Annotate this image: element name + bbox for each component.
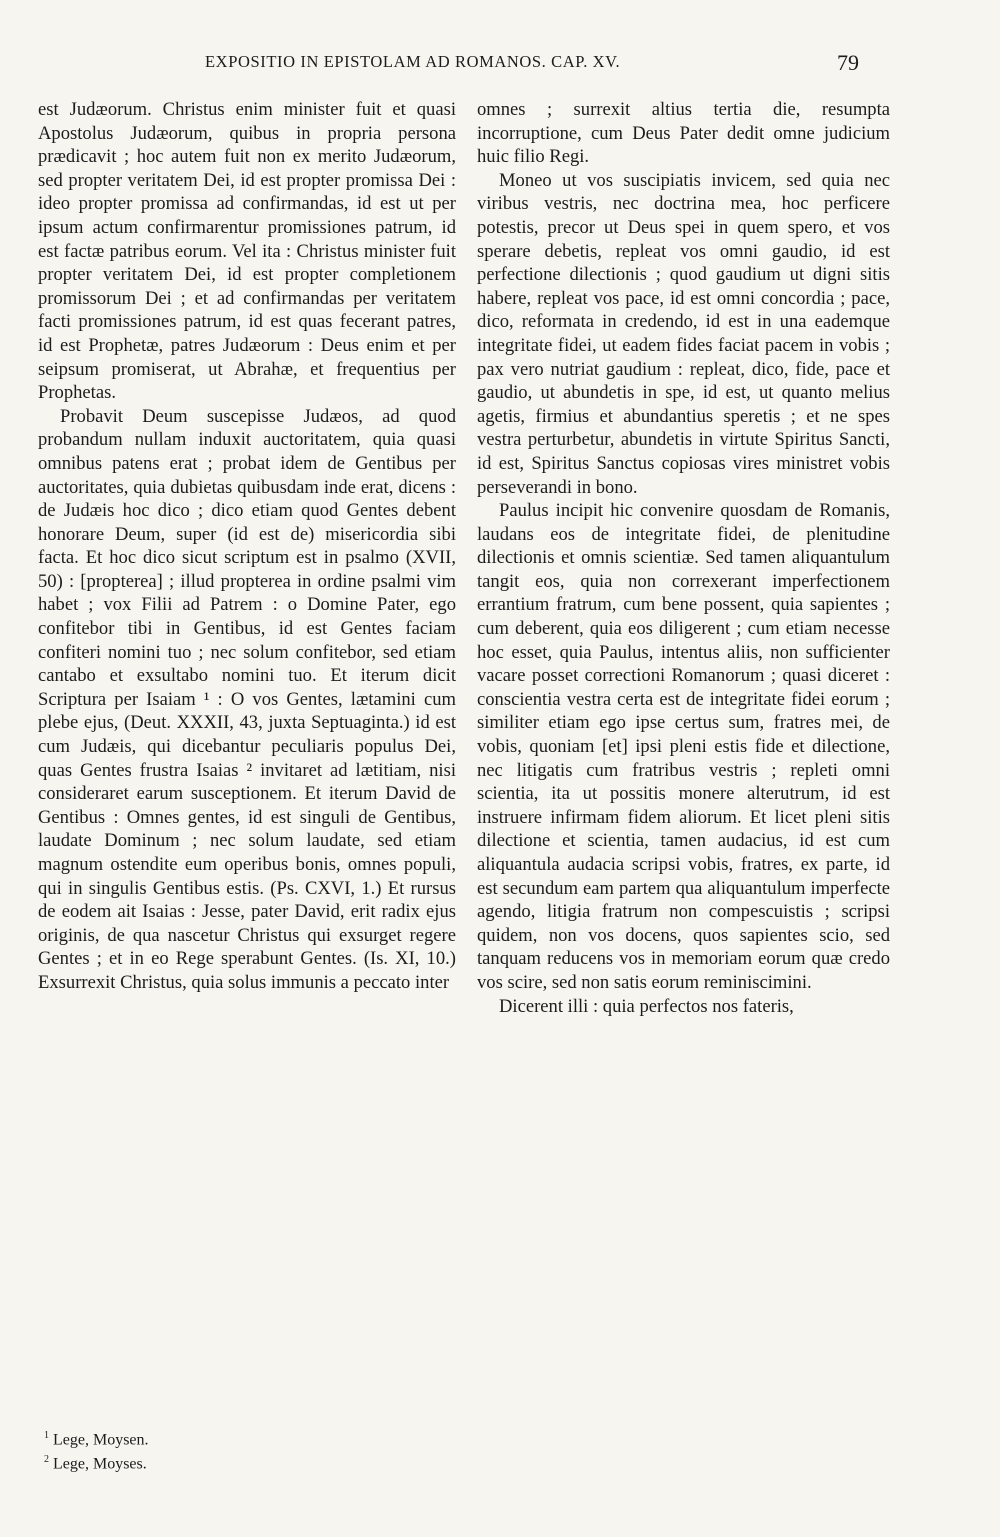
footnote xyxy=(44,1426,424,1450)
footnote-mark: 2 xyxy=(44,1454,49,1466)
page-number: 79 xyxy=(837,50,859,75)
paragraph: Dicerent illi : quia perfectos nos fateris, xyxy=(499,995,794,1017)
footnotes xyxy=(44,1426,424,1475)
paragraph: Paulus incipit hic convenire quosdam de Romanis, laudans eos de integritate fidei, de plenitudine dilectionis et omnis scientiæ. Sed tamen aliquantulum tangit eos, quia non correxerant imperfectionem errantium fratrum, cum bene possent, quia sapientes ; cum deberent, quia eos diligerent ; cum etiam necesse hoc esset, quia Paulus, intentus aliis, non sufficienter vacare posset correctioni Romanorum ; quasi diceret : conscientia vestra certa est de integritate fidei eorum ; similiter etiam ego ipse certus sum, fratres mei, de vobis, quoniam [et] ipsi pleni estis fide et dilectione, nec litigatis cum fratribus vestris ; repleti omni scientia, ita ut possitis monere alterutrum, id est instruere infirmam fidem aliorum. Et licet pleni sitis dilectione et scientia, tamen audacius, id est cum aliquantula audacia scripsi vobis, fratres, ex parte, id est secundum eam partem qua aliquantulum imperfecte agendo, litigia fratrum non compescuistis ; scripsi quidem, non vos docens, quos sapientes scio, sed tanquam reducens vos in memoriam eorum quæ credo vos scire, sed non satis eorum reminiscimini. xyxy=(477,500,890,993)
paragraph: Probavit Deum suscepisse Judæos, ad quod probandum nullam induxit auctoritatem, quia quasi omnibus patens erat ; probat idem de Gentibus per auctoritates, quia dubietas quibusdam inde erat, dicens : de Judæis hoc dico ; dico etiam quod Gentes debent honorare Deum, super (id est de) misericordia sibi facta. Et hoc dico sicut scriptum est in psalmo (XVII, 50) : [propterea] ; illud propterea in ordine psalmi vim habet ; vox Filii ad Patrem : o Domine Pater, ego confitebor tibi in Gentibus, id est Gentes faciam confiteri nomini tuo ; nec solum confitebor, sed etiam cantabo et exsultabo nomini tuo. Et iterum dicit Scriptura per Isaiam ¹ : O vos Gentes, lætamini cum plebe ejus, (Deut. XXXII, 43, juxta Septuaginta.) id est cum Judæis, qui dicebantur peculiaris populus Dei, quas Gentes frustra Isaias ² invitaret ad lætitiam, nisi consideraret earum susceptionem. Et iterum David de Gentibus : Omnes gentes, id est singuli de Gentibus, laudate Dominum ; nec solum laudate, sed etiam magnum ostendite eum operibus bonis, omnes populi, qui in singulis Gentibus estis. (Ps. CXVI, 1.) Et rursus de eodem ait Isaias : Jesse, pater David, erit radix ejus originis, de qua nascetur Christus qui exsurget regere Gentes ; et in eo Rege sperabunt Gentes. (Is. XI, 10.) Exsurrexit Christus, quia solus immunis a peccato inter xyxy=(38,405,456,993)
footnote-text: Lege, Moyses. xyxy=(53,1455,147,1473)
footnote-mark: 1 xyxy=(44,1430,49,1441)
paragraph: Moneo ut vos suscipiatis invicem, sed quia nec viribus vestris, nec doctrina mea, hoc perficere potestis, precor ut Deus spei in quem spero, et vos sperare debetis, repleat vos omni gaudio, id est perfectione dilectionis ; quod gaudium ut digni sitis habere, repleat vos pace, id est omni concordia ; pace, dico, reformata in credendo, id est in una eademque integritate fidei, ut eadem fides faciat pacem in vobis ; pax vero nutriat gaudium : repleat, dico, fide, pace et gaudio, ut abundetis in spe, id est, ut quanto melius agetis, firmius et abundantius speretis ; et ne spes vestra perturbetur, abundetis in virtute Spiritus Sancti, id est, Spiritus Sanctus copiosas vires ministret vobis perseverandi in bono. xyxy=(477,169,890,498)
running-title: EXPOSITIO IN EPISTOLAM AD ROMANOS. CAP. XV. xyxy=(205,52,621,71)
running-header xyxy=(0,52,1000,82)
footnote xyxy=(44,1450,424,1474)
right-column xyxy=(477,98,890,1018)
paragraph: omnes ; surrexit altius tertia die, resumpta incorruptione, cum Deus Pater dedit omne judicium huic filio Regi. xyxy=(477,99,890,168)
left-column xyxy=(38,98,456,995)
paragraph: est Judæorum. Christus enim minister fuit et quasi Apostolus Judæorum, quibus in propria persona prædicavit ; hoc autem fuit non ex merito Judæorum, sed propter veritatem Dei, id est propter promissa Dei : ideo propter promissa ad confirmandas, id est ut per ipsum actum confirmarentur promissiones patrum, id est factæ patribus eorum. Vel ita : Christus minister fuit propter veritatem Dei, id est propter completionem promissorum Dei ; et ad confirmandas per veritatem facti promissiones patrum, id est quas fecerant patres, id est Prophetæ, patres Judæorum : Deus enim et per seipsum promiserat, ut Abrahæ, et frequentius per Prophetas. xyxy=(38,99,456,404)
footnote-text: Lege, Moysen. xyxy=(53,1431,149,1449)
